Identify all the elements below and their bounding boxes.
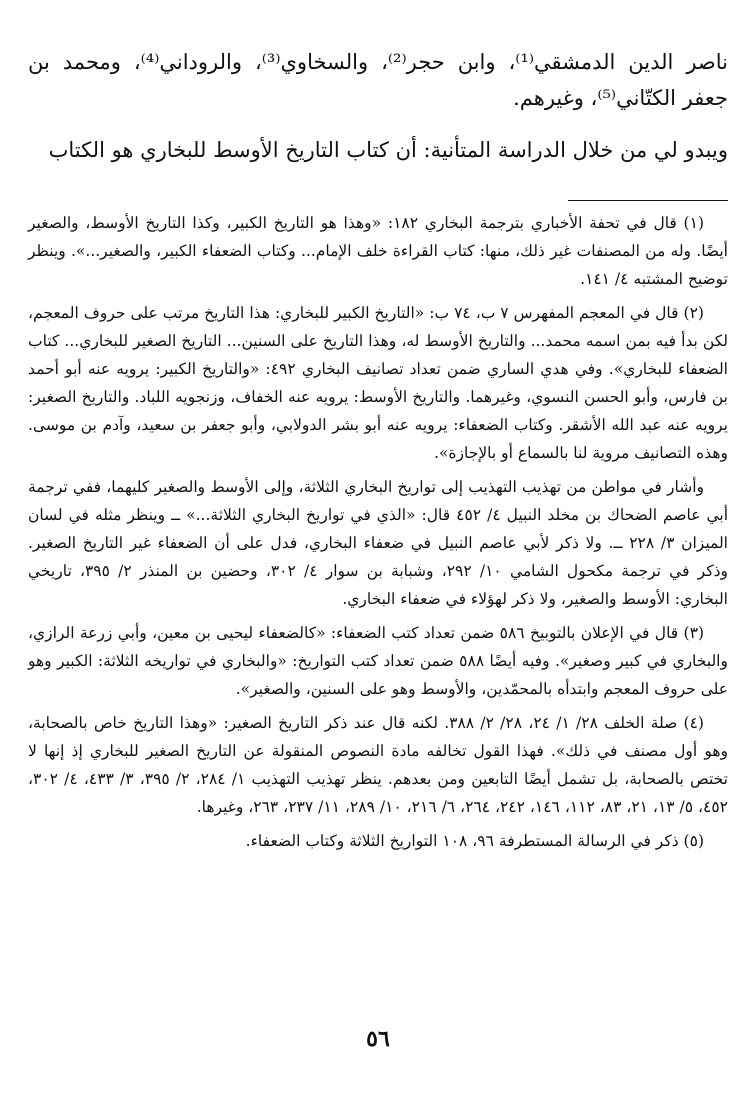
footnote-2: (٢) قال في المعجم المفهرس ٧ ب، ٧٤ ب: «التاريخ الكبير للبخاري: هذا التاريخ مرتب على حروف المعجم، لكن بدأ فيه بمن اسمه محمد... والتاريخ الأوسط له، وهذا التاريخ على السنين... التاريخ الصغير للبخاري... كتاب الضعفاء للبخاري». وفي هدي الساري ضمن تعداد تصانيف البخاري ٤٩٢: «والتاريخ الكبير: يرويه عنه أبو أحمد بن فارس، وأبو الحسن النسوي، وغيرهما. والتاريخ الأوسط: يرويه عنه الخفاف، وزنجويه اللباد. والتاريخ الصغير: يرويه عنه عبد الله الأشقر. وكتاب الضعفاء: يرويه عنه أبو بشر الدولابي، وأبو جعفر بن سعيد، وآدم بن موسى. وهذه التصانيف مروية لنا بالسماع أو بالإجازة». — [28, 304, 728, 462]
page-number: ٥٦ — [366, 1026, 390, 1052]
footnote-4: (٤) صلة الخلف ٢٨/ ١/ ٢٤، ٢٨/ ٢/ ٣٨٨. لكنه قال عند ذكر التاريخ الصغير: «وهذا التاريخ خاص بالصحابة، وهو أول مصنف في ذلك». فهذا القول تخالفه مادة النصوص المنقولة عن التاريخ الصغير للبخاري إذ إنها لا تختص بالصحابة، بل تشمل أيضًا التابعين ومن بعدهم. ينظر تهذيب التهذيب ١/ ٢٨٤، ٢/ ٣٩٥، ٣/ ٤٣٣، ٤/ ٣٠٢، ٤٥٢، ٥/ ١٣، ٢١، ٨٣، ١١٢، ١٤٦، ٢٤٢، ٢٦٤، ٦/ ٢١٦، ١٠/ ٢٨٩، ١١/ ٢٣٧، ٢٦٣، وغيرها. — [28, 714, 728, 816]
footnotes — [28, 209, 728, 861]
footnote-separator — [568, 200, 728, 201]
footnote-2-continuation: وأشار في مواطن من تهذيب التهذيب إلى تواريخ البخاري الثلاثة، وإلى الأوسط والصغير كليهما، ففي ترجمة أبي عاصم الضحاك بن مخلد النبيل ٤/ ٤٥٢ قال: «الذي في تواريخ البخاري الثلاثة...» ــ وينظر مثله في لسان الميزان ٣/ ٢٢٨ ــ. ولا ذكر لأبي عاصم النبيل في ضعفاء البخاري، فدل على أن الضعفاء غير التاريخ الصغير. وذكر في ترجمة مكحول الشامي ١٠/ ٢٩٢، وشبابة بن سوار ٤/ ٣٠٢، وحضين بن المنذر ٢/ ٣٩٥، تاريخي البخاري: الأوسط والصغير، ولا ذكر لهؤلاء في ضعفاء البخاري. — [28, 478, 729, 608]
footnote-5: (٥) ذكر في الرسالة المستطرفة ٩٦، ١٠٨ التواريخ الثلاثة وكتاب الضعفاء. — [245, 832, 704, 850]
footnote-1: (١) قال في تحفة الأخباري بترجمة البخاري ١٨٢: «وهذا هو التاريخ الكبير، وكذا التاريخ الأوسط، والصغير أيضًا. وله من المصنفات غير ذلك، منها: كتاب القراءة خلف الإمام... وكتاب الضعفاء الكبير، والصغير...». وينظر توضيح المشتبه ٤/ ١٤١. — [28, 214, 728, 288]
main-paragraph-2: ويبدو لي من خلال الدراسة المتأنية: أن كتاب التاريخ الأوسط للبخاري هو الكتاب — [48, 138, 728, 162]
main-text — [28, 44, 728, 168]
footnote-3: (٣) قال في الإعلان بالتوبيخ ٥٨٦ ضمن تعداد كتب الضعفاء: «كالضعفاء ليحيى بن معين، وأبي زرعة الرازي، والبخاري في كبير وصغير». وفيه أيضًا ٥٨٨ ضمن تعداد كتب التواريخ: «والبخاري في تواريخه الثلاثة: الكبير وهو على حروف المعجم وابتدأه بالمحمّدين، والأوسط وهو على السنين، والصغير». — [28, 624, 728, 698]
main-paragraph-1: ناصر الدين الدمشقي⁽¹⁾، وابن حجر⁽²⁾، والسخاوي⁽³⁾، والروداني⁽⁴⁾، ومحمد بن جعفر الكتّاني⁽⁵⁾، وغيرهم. — [28, 50, 728, 110]
